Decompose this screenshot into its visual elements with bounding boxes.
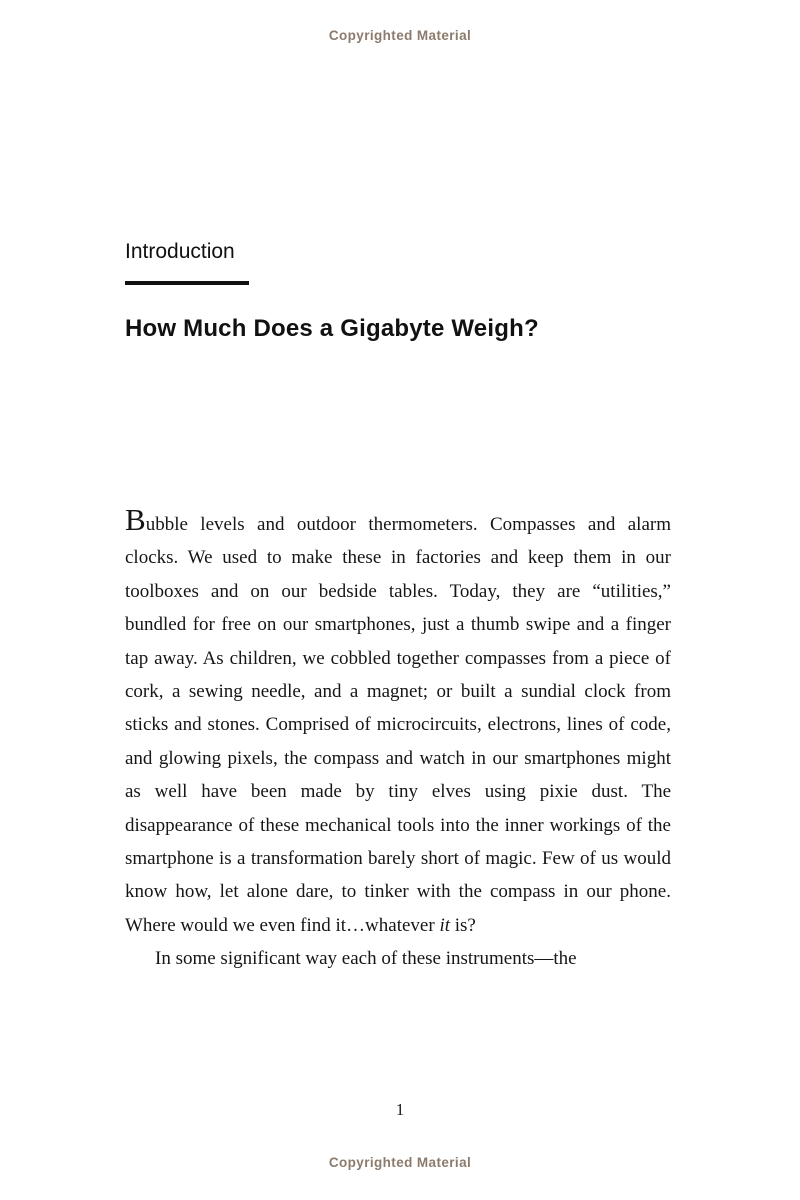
- initial-cap: B: [125, 502, 146, 537]
- paragraph-1-italic-word: it: [439, 914, 450, 936]
- paragraph-1: [125, 504, 671, 942]
- page-number: 1: [395, 1100, 405, 1119]
- copyright-notice-top: Copyrighted Material: [328, 28, 472, 43]
- section-label: Introduction: [125, 240, 235, 263]
- paragraph-1-end: is?: [450, 914, 476, 936]
- section-underline: [125, 281, 249, 285]
- body-text: [125, 504, 671, 976]
- paragraph-2: In some significant way each of these instruments—the: [155, 948, 577, 970]
- copyright-notice-bottom: Copyrighted Material: [328, 1155, 472, 1170]
- paragraph-1-text: ubble levels and outdoor thermometers. Compasses and alarm clocks. We used to make these in factories and keep them in our toolboxes and on our bedside tables. Today, they are “utilities,” bundled for free on our smartphones, just a thumb swipe and a finger tap away. As children, we cobbled together compasses from a piece of cork, a sewing needle, and a magnet; or built a sundial clock from sticks and stones. Comprised of microcircuits, electrons, lines of code, and glowing pixels, the compass and watch in our smartphones might as well have been made by tiny elves using pixie dust. The disappearance of these mechanical tools into the inner workings of the smartphone is a transformation barely short of magic. Few of us would know how, let alone dare, to tinker with the compass in our phone. Where would we even find it…whatever: [125, 514, 671, 936]
- page-content: [125, 0, 671, 1200]
- chapter-title: How Much Does a Gigabyte Weigh?: [125, 315, 539, 342]
